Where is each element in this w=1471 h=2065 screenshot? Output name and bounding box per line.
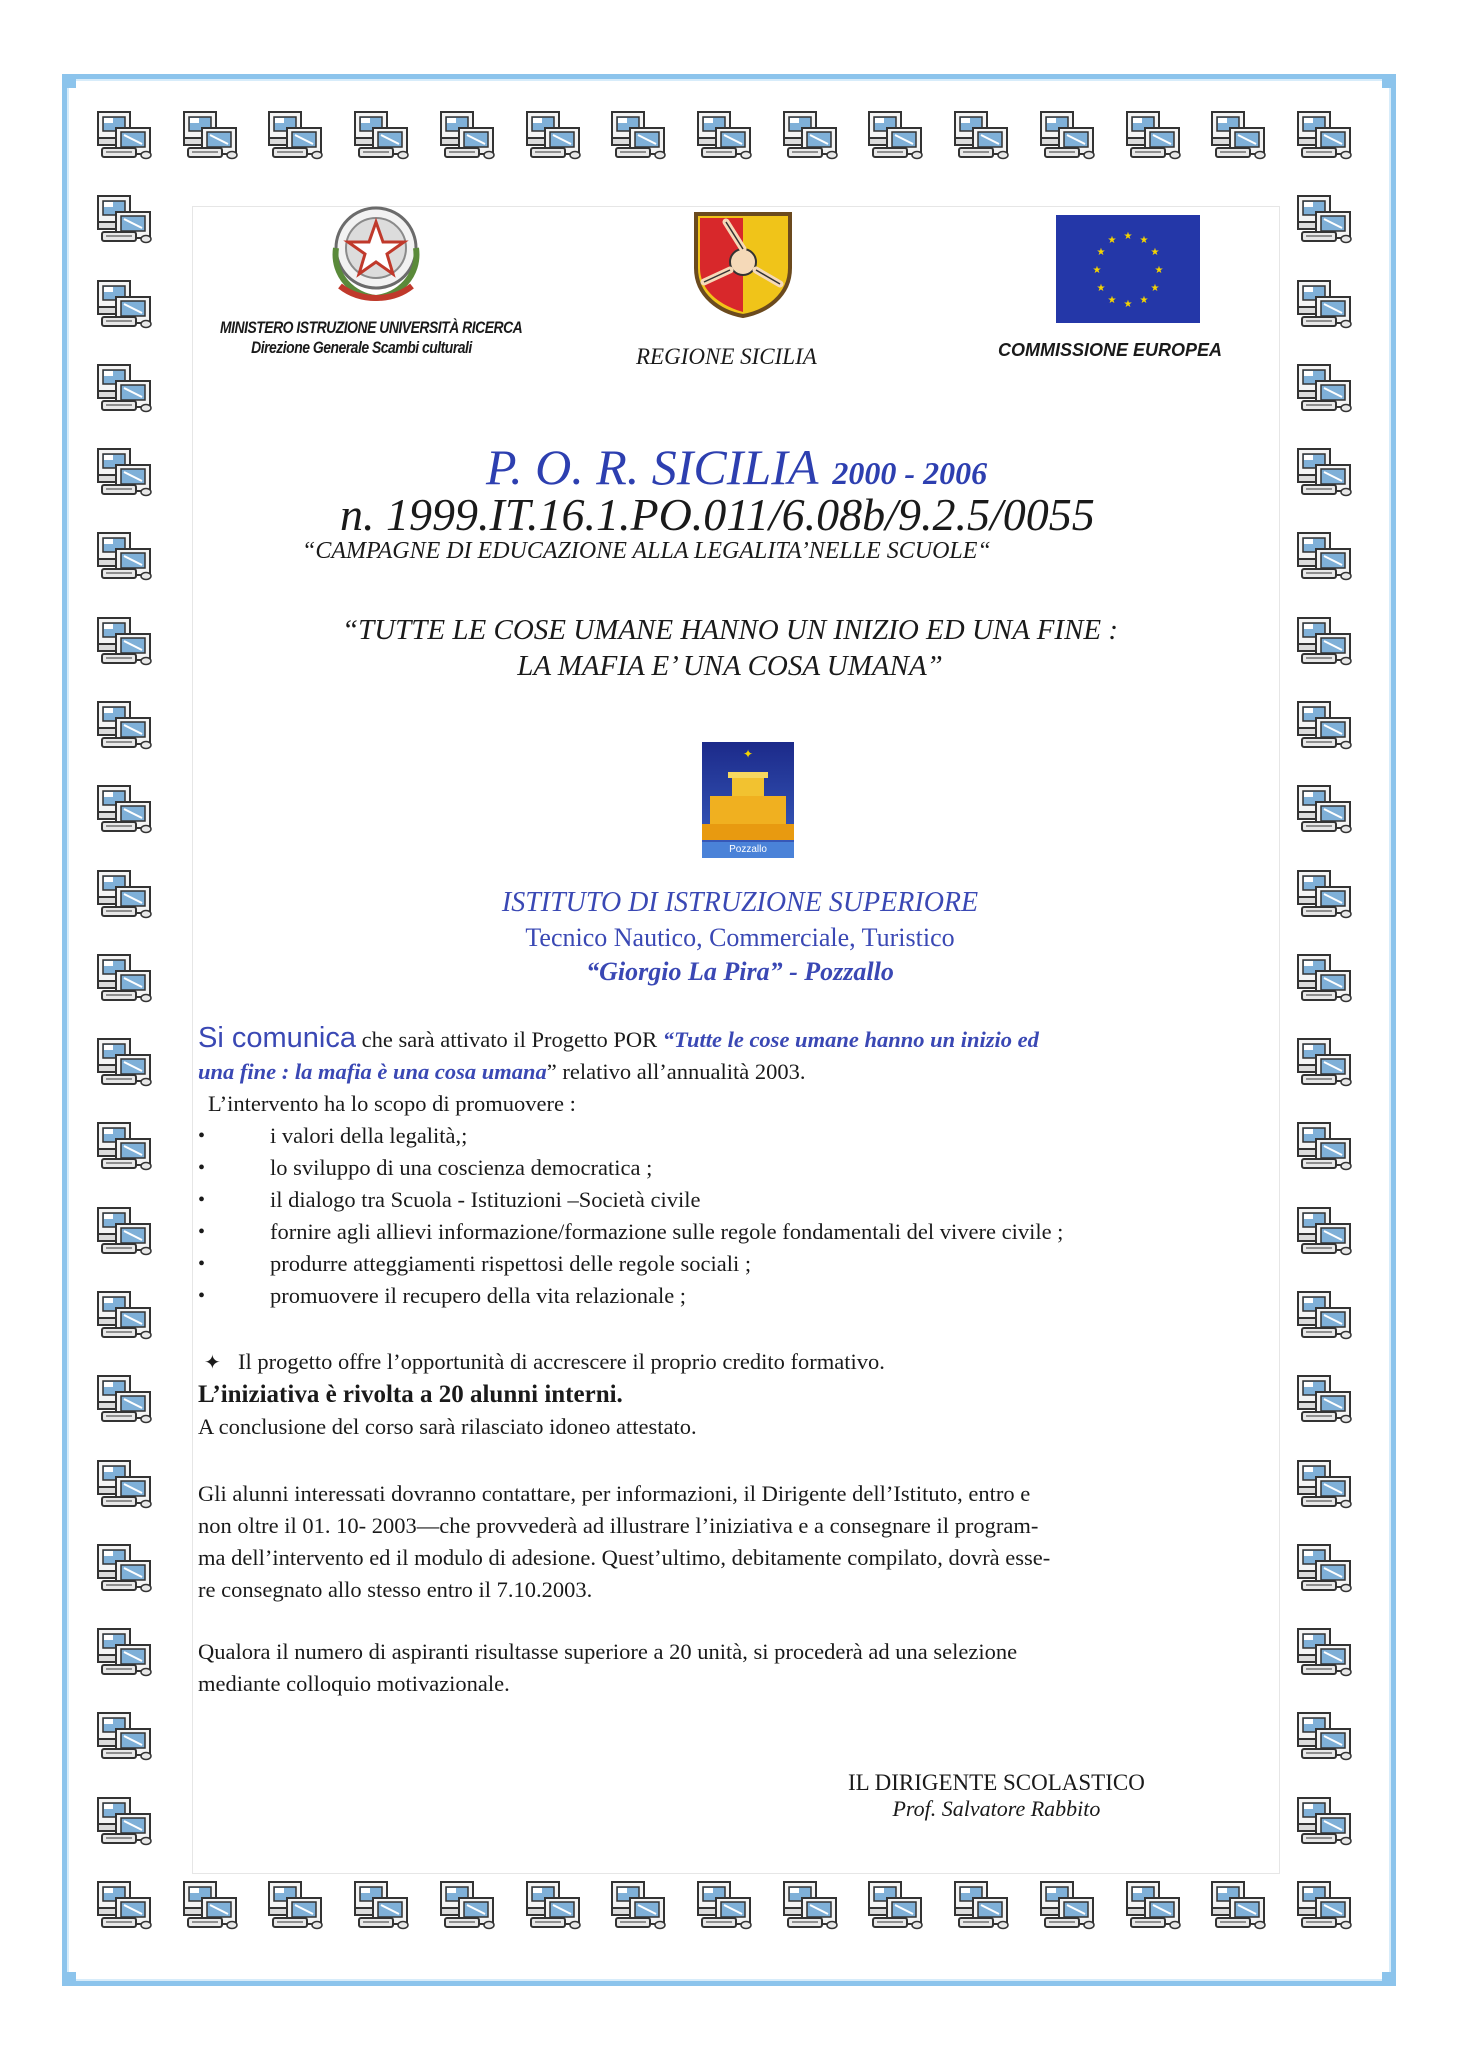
school-place: “Giorgio La Pira” - Pozzallo bbox=[586, 957, 894, 986]
pozzallo-tower-logo-icon bbox=[702, 742, 794, 858]
frame-corner bbox=[62, 1972, 76, 1986]
frame-corner bbox=[62, 74, 76, 88]
svg-text:★: ★ bbox=[1092, 265, 1102, 276]
motto bbox=[280, 612, 1180, 684]
computer-icon bbox=[96, 363, 154, 413]
school-info bbox=[380, 885, 1100, 989]
program-years: 2000 - 2006 bbox=[832, 455, 988, 491]
computer-icon bbox=[267, 110, 325, 160]
computer-icon bbox=[353, 1880, 411, 1930]
signature-title: IL DIRIGENTE SCOLASTICO bbox=[848, 1770, 1145, 1795]
list-item: • i valori della legalità,; bbox=[198, 1120, 1268, 1152]
motto-line: “TUTTE LE COSE UMANE HANNO UN INIZIO ED UNA FINE : bbox=[341, 614, 1119, 646]
computer-icon bbox=[96, 953, 154, 1003]
computer-icon bbox=[1296, 1121, 1354, 1171]
ministry-name: MINISTERO ISTRUZIONE UNIVERSITÀ RICERCA bbox=[220, 318, 523, 337]
credit-line bbox=[198, 1346, 1268, 1379]
computer-icon bbox=[96, 784, 154, 834]
signature-name: Prof. Salvatore Rabbito bbox=[892, 1796, 1101, 1821]
svg-text:★: ★ bbox=[1150, 283, 1160, 294]
computer-icon bbox=[953, 1880, 1011, 1930]
computer-icon bbox=[1296, 953, 1354, 1003]
svg-text:★: ★ bbox=[1096, 247, 1106, 258]
computer-icon bbox=[1125, 110, 1183, 160]
computer-icon bbox=[1039, 1880, 1097, 1930]
computer-icon bbox=[1296, 531, 1354, 581]
computer-icon bbox=[182, 110, 240, 160]
computer-icon bbox=[1296, 1037, 1354, 1087]
ministry-department: Direzione Generale Scambi culturali bbox=[251, 338, 472, 357]
frame-corner bbox=[1382, 1972, 1396, 1986]
intro-line bbox=[198, 1056, 1268, 1088]
computer-icon bbox=[1296, 1711, 1354, 1761]
contact-line: Gli alunni interessati dovranno contattare, per informazioni, il Dirigente dell’Istituto, entro e bbox=[198, 1481, 1031, 1506]
certificate-line: A conclusione del corso sarà rilasciato idoneo attestato. bbox=[198, 1414, 697, 1439]
contact-line: non oltre il 01. 10- 2003—che provvederà ad illustrare l’iniziativa e a consegnare il program- bbox=[198, 1513, 1039, 1538]
computer-icon bbox=[96, 194, 154, 244]
computer-icon bbox=[96, 1543, 154, 1593]
computer-icon bbox=[1296, 869, 1354, 919]
computer-icon bbox=[96, 869, 154, 919]
computer-icon bbox=[1210, 1880, 1268, 1930]
svg-text:★: ★ bbox=[1154, 265, 1164, 276]
computer-icon bbox=[1296, 363, 1354, 413]
computer-icon bbox=[782, 1880, 840, 1930]
computer-icon bbox=[1296, 194, 1354, 244]
contact-paragraph bbox=[198, 1478, 1268, 1606]
list-item: • promuovere il recupero della vita relazionale ; bbox=[198, 1280, 1268, 1312]
list-item: • il dialogo tra Scuola - Istituzioni –Società civile bbox=[198, 1184, 1268, 1216]
computer-icon bbox=[1296, 1459, 1354, 1509]
computer-icon bbox=[1296, 1374, 1354, 1424]
computer-icon bbox=[1296, 1796, 1354, 1846]
computer-icon bbox=[1296, 447, 1354, 497]
italian-republic-emblem-icon bbox=[320, 198, 432, 308]
selection-line: mediante colloquio motivazionale. bbox=[198, 1671, 510, 1696]
computer-icon bbox=[1296, 1206, 1354, 1256]
computer-icon bbox=[610, 110, 668, 160]
intro-end: ” relativo all’annualità 2003. bbox=[546, 1059, 806, 1084]
computer-icon bbox=[96, 1037, 154, 1087]
school-type: Tecnico Nautico, Commerciale, Turistico bbox=[525, 923, 955, 952]
computer-icon bbox=[96, 1880, 154, 1930]
computer-icon bbox=[96, 1206, 154, 1256]
selection-paragraph bbox=[198, 1636, 1268, 1700]
list-item: • produrre atteggiamenti rispettosi delle regole sociali ; bbox=[198, 1248, 1268, 1280]
svg-text:✦: ✦ bbox=[742, 747, 754, 761]
computer-icon bbox=[96, 1627, 154, 1677]
school-name: ISTITUTO DI ISTRUZIONE SUPERIORE bbox=[501, 887, 979, 918]
intro-lead: Si comunica bbox=[198, 1022, 356, 1054]
eu-flag bbox=[1056, 215, 1200, 323]
motto-line: LA MAFIA E’ UNA COSA UMANA” bbox=[517, 650, 943, 682]
contact-line: ma dell’intervento ed il modulo di adesione. Quest’ultimo, debitamente compilato, dovrà esse- bbox=[198, 1545, 1051, 1570]
computer-icon bbox=[96, 616, 154, 666]
computer-icon bbox=[96, 110, 154, 160]
computer-icon bbox=[867, 1880, 925, 1930]
computer-icon bbox=[267, 1880, 325, 1930]
computer-icon bbox=[96, 447, 154, 497]
objectives-list bbox=[198, 1120, 1268, 1312]
computer-icon bbox=[96, 279, 154, 329]
computer-icon bbox=[353, 110, 411, 160]
program-name: P. O. R. SICILIA bbox=[486, 439, 819, 495]
credit-symbol-icon: ✦ bbox=[204, 1352, 221, 1374]
svg-text:★: ★ bbox=[1139, 235, 1149, 246]
computer-icon bbox=[867, 110, 925, 160]
project-title-inline: “Tutte le cose umane hanno un inizio ed bbox=[662, 1027, 1039, 1052]
eu-flag-icon bbox=[1056, 215, 1200, 323]
computer-icon bbox=[96, 1711, 154, 1761]
credit-paragraph bbox=[198, 1346, 1268, 1443]
computer-icon bbox=[1296, 279, 1354, 329]
computer-icon bbox=[1296, 1290, 1354, 1340]
svg-text:★: ★ bbox=[1107, 295, 1117, 306]
selection-line: Qualora il numero di aspiranti risultasse superiore a 20 unità, si procederà ad una selezione bbox=[198, 1639, 1018, 1664]
computer-icon bbox=[96, 1796, 154, 1846]
list-item: • lo sviluppo di una coscienza democratica ; bbox=[198, 1152, 1268, 1184]
target-line: L’iniziativa è rivolta a 20 alunni interni. bbox=[198, 1381, 623, 1408]
computer-icon bbox=[696, 1880, 754, 1930]
region-name: REGIONE SICILIA bbox=[636, 344, 817, 369]
contact-line: re consegnato allo stesso entro il 7.10.2003. bbox=[198, 1577, 593, 1602]
computer-icon bbox=[1296, 1627, 1354, 1677]
svg-text:★: ★ bbox=[1096, 283, 1106, 294]
computer-icon bbox=[525, 110, 583, 160]
region-text bbox=[636, 344, 817, 370]
commission-name: COMMISSIONE EUROPEA bbox=[998, 340, 1223, 360]
computer-icon bbox=[782, 110, 840, 160]
ministry-logo bbox=[320, 198, 432, 308]
computer-icon bbox=[439, 1880, 497, 1930]
region-crest bbox=[690, 208, 796, 318]
computer-icon bbox=[1296, 110, 1354, 160]
sicily-trinacria-crest-icon bbox=[690, 208, 796, 318]
project-title-inline: una fine : la mafia è una cosa umana bbox=[198, 1059, 547, 1084]
eu-text bbox=[998, 340, 1222, 361]
computer-icon bbox=[1296, 1880, 1354, 1930]
computer-icon bbox=[696, 110, 754, 160]
svg-text:★: ★ bbox=[1107, 235, 1117, 246]
computer-icon bbox=[96, 1374, 154, 1424]
computer-icon bbox=[96, 531, 154, 581]
computer-icon bbox=[182, 1880, 240, 1930]
school-logo bbox=[702, 742, 794, 858]
school-logo-caption: Pozzallo bbox=[729, 844, 767, 855]
intro-paragraph bbox=[198, 1022, 1268, 1312]
computer-icon bbox=[96, 1121, 154, 1171]
computer-icon bbox=[96, 700, 154, 750]
campaign-title: “CAMPAGNE DI EDUCAZIONE ALLA LEGALITA’NELLE SCUOLE“ bbox=[302, 538, 991, 564]
program-number: n. 1999.IT.16.1.PO.011/6.08b/9.2.5/0055 bbox=[340, 489, 1095, 540]
scope-line: L’intervento ha lo scopo di promuovere : bbox=[208, 1091, 576, 1116]
list-item: • fornire agli allievi informazione/formazione sulle regole fondamentali del vivere civile ; bbox=[198, 1216, 1268, 1248]
ministry-text bbox=[220, 318, 589, 358]
computer-icon bbox=[1125, 1880, 1183, 1930]
computer-icon bbox=[953, 110, 1011, 160]
computer-icon bbox=[1296, 784, 1354, 834]
computer-icon bbox=[610, 1880, 668, 1930]
computer-icon bbox=[439, 110, 497, 160]
intro-text: che sarà attivato il Progetto POR bbox=[355, 1027, 663, 1052]
credit-text: Il progetto offre l’opportunità di accrescere il proprio credito formativo. bbox=[238, 1349, 885, 1374]
signature-block bbox=[848, 1770, 1145, 1822]
computer-icon bbox=[1210, 110, 1268, 160]
computer-icon bbox=[1296, 1543, 1354, 1593]
intro-line bbox=[198, 1022, 1268, 1056]
computer-icon bbox=[96, 1290, 154, 1340]
computer-icon bbox=[1039, 110, 1097, 160]
computer-icon bbox=[1296, 700, 1354, 750]
computer-icon bbox=[1296, 616, 1354, 666]
computer-icon bbox=[525, 1880, 583, 1930]
svg-text:★: ★ bbox=[1123, 299, 1133, 310]
svg-text:★: ★ bbox=[1123, 231, 1133, 242]
svg-text:★: ★ bbox=[1150, 247, 1160, 258]
svg-text:★: ★ bbox=[1139, 295, 1149, 306]
frame-corner bbox=[1382, 74, 1396, 88]
computer-icon bbox=[96, 1459, 154, 1509]
